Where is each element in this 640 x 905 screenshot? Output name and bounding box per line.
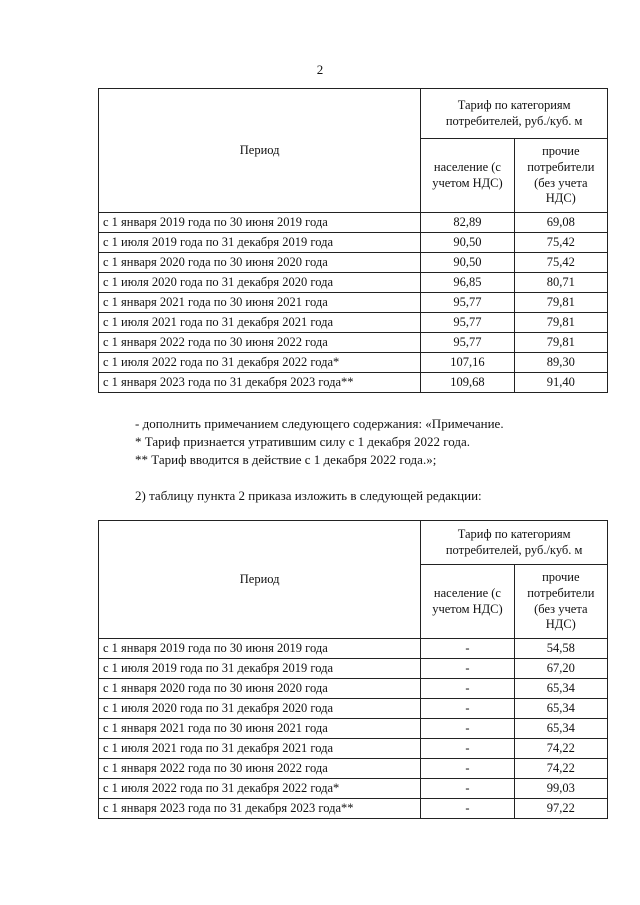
- table-row: [99, 799, 608, 819]
- header-population: население (с учетом НДС): [421, 565, 514, 639]
- note-2: ** Тариф вводится в действие с 1 декабря 2022 года.»;: [135, 452, 437, 467]
- period-cell: с 1 июля 2022 года по 31 декабря 2022 года*: [99, 353, 421, 373]
- table-row: [99, 659, 608, 679]
- population-cell: 95,77: [421, 293, 514, 313]
- population-cell: -: [421, 779, 514, 799]
- period-cell: с 1 июля 2019 года по 31 декабря 2019 года: [99, 659, 421, 679]
- others-cell: 75,42: [514, 253, 607, 273]
- population-cell: -: [421, 659, 514, 679]
- table-row: [99, 233, 608, 253]
- population-cell: 96,85: [421, 273, 514, 293]
- period-cell: с 1 июля 2022 года по 31 декабря 2022 года*: [99, 779, 421, 799]
- population-cell: -: [421, 739, 514, 759]
- others-cell: 75,42: [514, 233, 607, 253]
- period-cell: с 1 января 2021 года по 30 июня 2021 года: [99, 719, 421, 739]
- others-cell: 79,81: [514, 313, 607, 333]
- item-2-text: 2) таблицу пункта 2 приказа изложить в следующей редакции:: [135, 488, 482, 503]
- period-cell: с 1 июля 2020 года по 31 декабря 2020 года: [99, 273, 421, 293]
- period-cell: с 1 июля 2021 года по 31 декабря 2021 года: [99, 739, 421, 759]
- table-row: [99, 679, 608, 699]
- table-row: [99, 293, 608, 313]
- header-tariff-group: Тариф по категориям потребителей, руб./куб. м: [421, 521, 608, 565]
- header-period: Период: [99, 521, 421, 639]
- others-cell: 91,40: [514, 373, 607, 393]
- population-cell: -: [421, 639, 514, 659]
- others-cell: 54,58: [514, 639, 607, 659]
- period-cell: с 1 июля 2021 года по 31 декабря 2021 года: [99, 313, 421, 333]
- header-period: Период: [99, 89, 421, 213]
- period-cell: с 1 января 2022 года по 30 июня 2022 года: [99, 759, 421, 779]
- population-cell: 82,89: [421, 213, 514, 233]
- others-cell: 65,34: [514, 699, 607, 719]
- population-cell: 95,77: [421, 333, 514, 353]
- table-row: [99, 699, 608, 719]
- others-cell: 97,22: [514, 799, 607, 819]
- table-row: [99, 639, 608, 659]
- period-cell: с 1 января 2023 года по 31 декабря 2023 года**: [99, 799, 421, 819]
- table-row: [99, 213, 608, 233]
- table-row: [99, 313, 608, 333]
- note-1: * Тариф признается утратившим силу с 1 декабря 2022 года.: [135, 434, 471, 449]
- others-cell: 67,20: [514, 659, 607, 679]
- others-cell: 89,30: [514, 353, 607, 373]
- header-population: население (с учетом НДС): [421, 139, 514, 213]
- table-row: [99, 333, 608, 353]
- period-cell: с 1 июля 2020 года по 31 декабря 2020 года: [99, 699, 421, 719]
- note-intro: - дополнить примечанием следующего содержания: «Примечание.: [135, 416, 504, 431]
- others-cell: 99,03: [514, 779, 607, 799]
- period-cell: с 1 января 2023 года по 31 декабря 2023 года**: [99, 373, 421, 393]
- table-row: [99, 353, 608, 373]
- period-cell: с 1 января 2022 года по 30 июня 2022 года: [99, 333, 421, 353]
- table-row: [99, 739, 608, 759]
- table-row: [99, 719, 608, 739]
- others-cell: 79,81: [514, 333, 607, 353]
- period-cell: с 1 января 2021 года по 30 июня 2021 года: [99, 293, 421, 313]
- period-cell: с 1 января 2020 года по 30 июня 2020 года: [99, 253, 421, 273]
- population-cell: 95,77: [421, 313, 514, 333]
- tariff-table-2: [98, 520, 608, 819]
- period-cell: с 1 июля 2019 года по 31 декабря 2019 года: [99, 233, 421, 253]
- others-cell: 69,08: [514, 213, 607, 233]
- header-others: прочие потребители (без учета НДС): [514, 565, 607, 639]
- period-cell: с 1 января 2019 года по 30 июня 2019 года: [99, 213, 421, 233]
- others-cell: 80,71: [514, 273, 607, 293]
- others-cell: 79,81: [514, 293, 607, 313]
- table-row: [99, 373, 608, 393]
- population-cell: 90,50: [421, 233, 514, 253]
- population-cell: 90,50: [421, 253, 514, 273]
- tariff-table-1: [98, 88, 608, 393]
- table-row: [99, 779, 608, 799]
- population-cell: -: [421, 719, 514, 739]
- others-cell: 65,34: [514, 719, 607, 739]
- others-cell: 74,22: [514, 739, 607, 759]
- table-row: [99, 253, 608, 273]
- header-others: прочие потребители (без учета НДС): [514, 139, 607, 213]
- table-row: [99, 759, 608, 779]
- others-cell: 74,22: [514, 759, 607, 779]
- population-cell: 107,16: [421, 353, 514, 373]
- population-cell: -: [421, 759, 514, 779]
- population-cell: -: [421, 799, 514, 819]
- period-cell: с 1 января 2019 года по 30 июня 2019 года: [99, 639, 421, 659]
- table-row: [99, 273, 608, 293]
- period-cell: с 1 января 2020 года по 30 июня 2020 года: [99, 679, 421, 699]
- header-tariff-group: Тариф по категориям потребителей, руб./куб. м: [421, 89, 608, 139]
- page-number: 2: [316, 62, 324, 77]
- population-cell: 109,68: [421, 373, 514, 393]
- population-cell: -: [421, 679, 514, 699]
- others-cell: 65,34: [514, 679, 607, 699]
- population-cell: -: [421, 699, 514, 719]
